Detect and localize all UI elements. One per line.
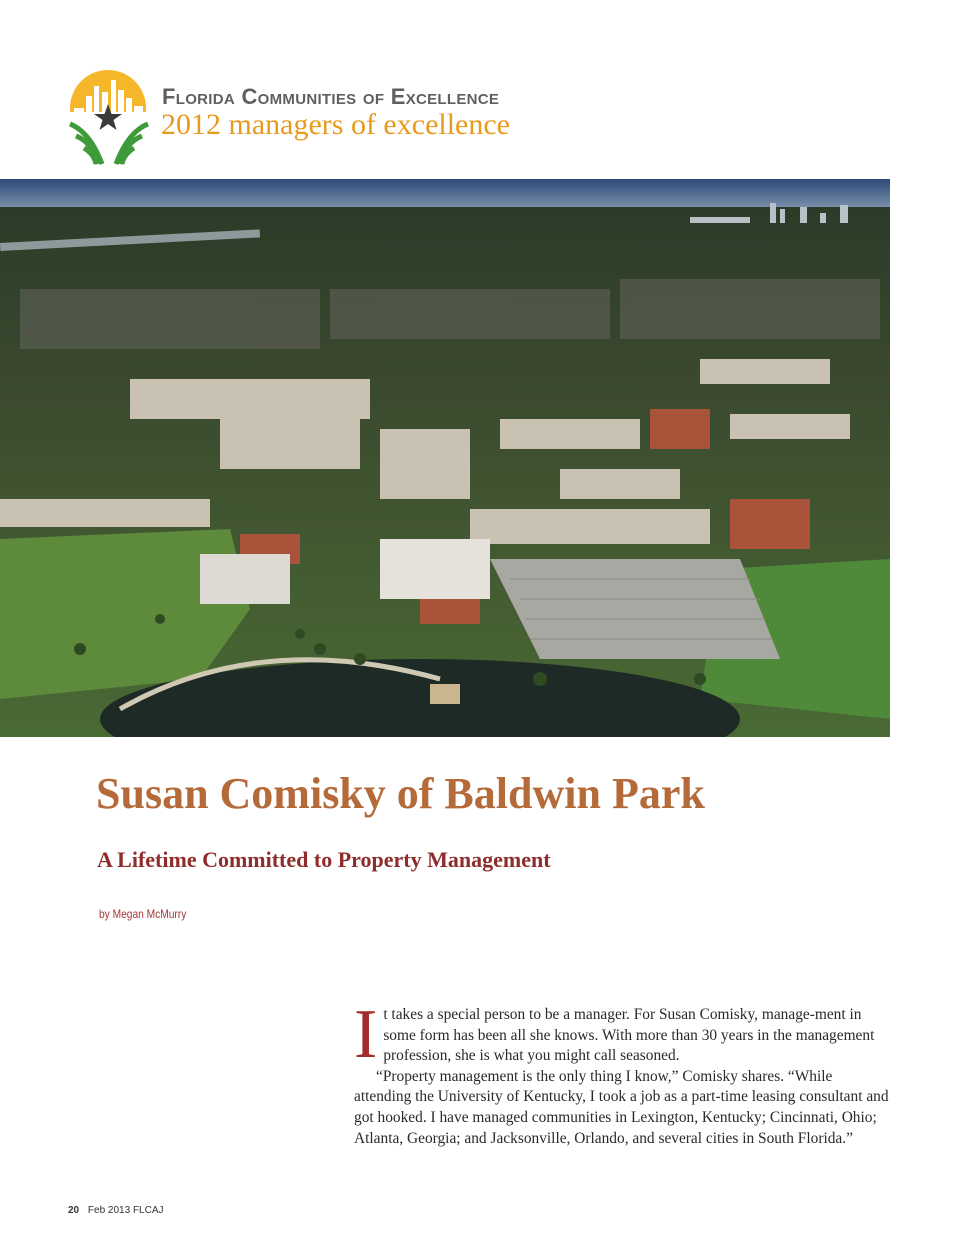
article-paragraph-1: t takes a special person to be a manager. For Susan Comisky, manage-ment in some form has been all she knows. With more than 30 years in the management profession, she is what you might call seasoned. <box>383 1006 875 1065</box>
logo-graphic <box>68 68 150 166</box>
program-title: 2012 managers of excellence <box>161 108 510 141</box>
page-number: 20 <box>68 1205 80 1216</box>
publication-name: FLCAJ <box>132 1205 164 1216</box>
aerial-photo <box>0 179 890 737</box>
fce-logo <box>68 68 150 166</box>
article-paragraph-2: “Property management is the only thing I know,” Comisky shares. “While attending the University of Kentucky, I took a job as a part-time leasing consultant and got hooked. I have managed communities in Lexington, Kentucky; Cincinnati, Ohio; Atlanta, Georgia; and Jacksonville, Orlando, and several cities in South Florida.” <box>354 1067 889 1147</box>
article-subhead: A Lifetime Committed to Property Management <box>97 847 551 872</box>
article-body <box>354 996 892 1149</box>
aerial-photo-graphic <box>0 179 890 737</box>
org-name: Florida Communities of Excellence <box>162 84 500 109</box>
issue-date: Feb 2013 <box>87 1205 131 1216</box>
article-headline: Susan Comisky of Baldwin Park <box>96 769 705 818</box>
page-footer <box>68 1205 164 1216</box>
byline: by Megan McMurry <box>99 907 187 921</box>
drop-cap: I <box>354 996 378 1073</box>
